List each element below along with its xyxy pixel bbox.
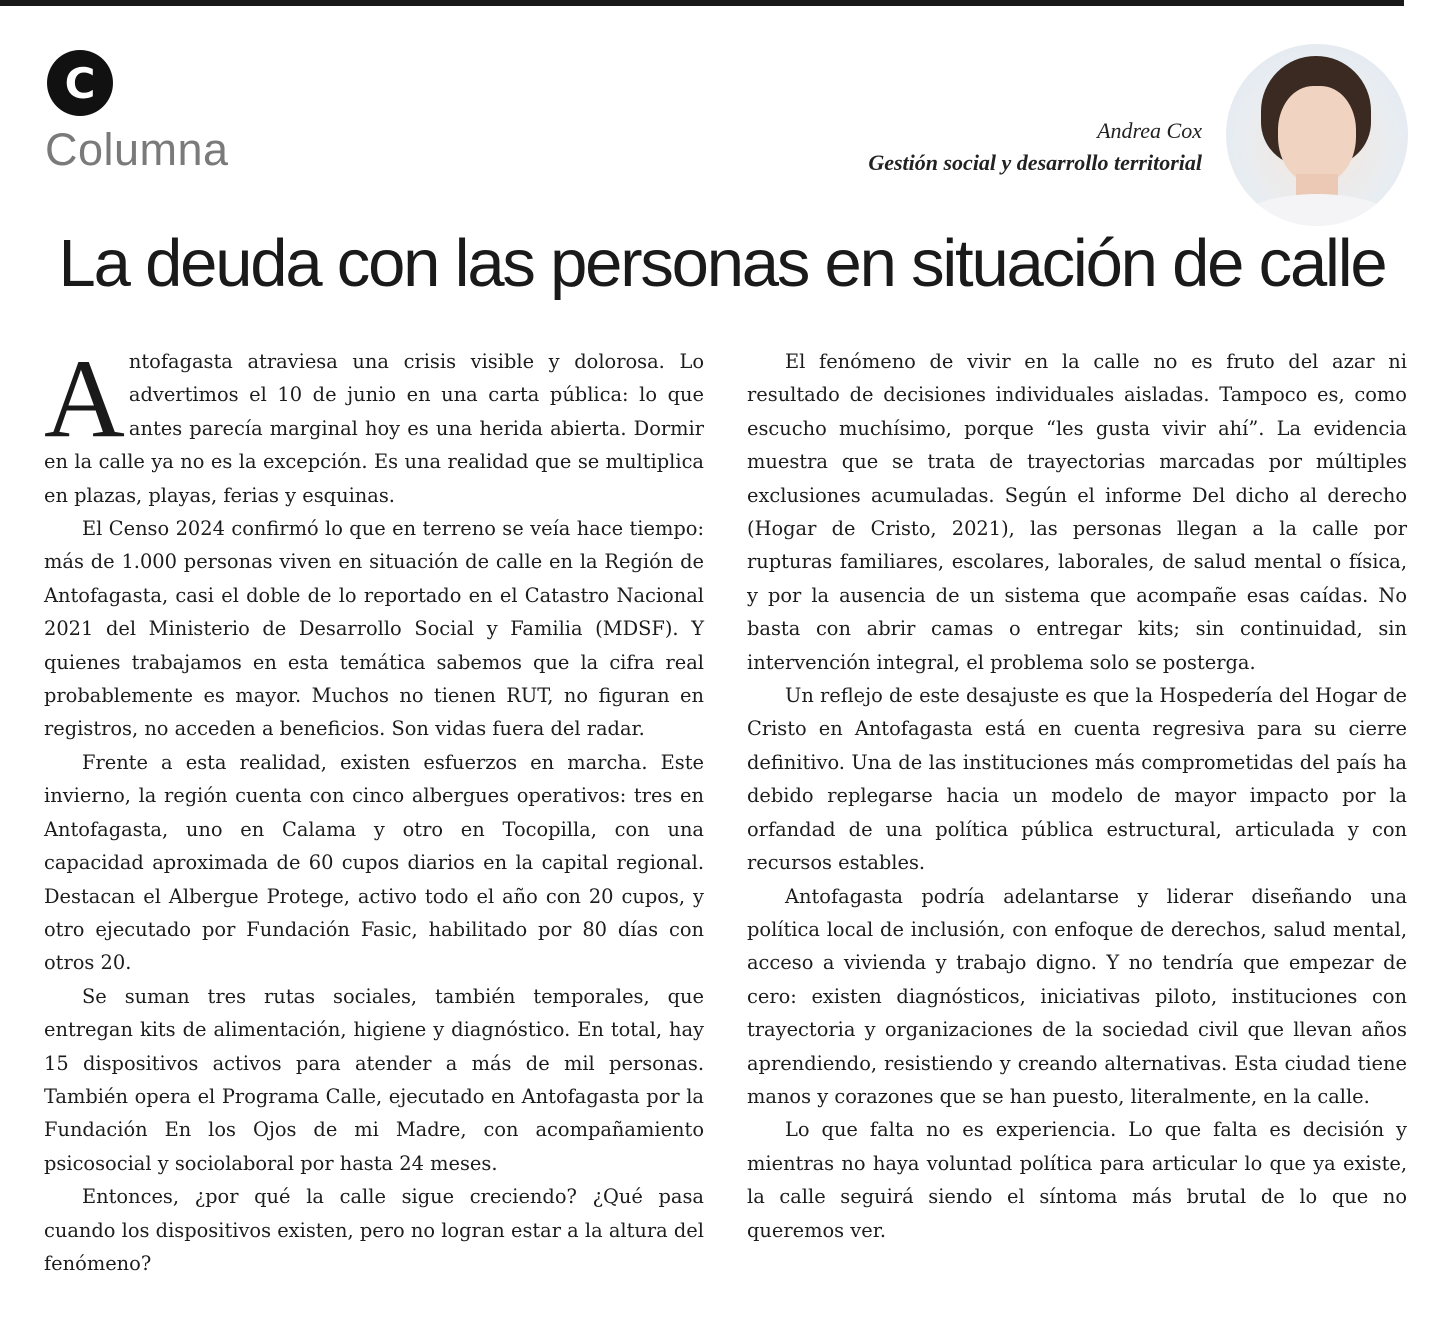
paragraph: El fenómeno de vivir en la calle no es fruto del azar ni resultado de decisiones individuales aisladas. Tampoco es, como escucho muchísimo, porque “les gusta vivir ahí”. La evidencia muestra que se trata de trayectorias marcadas por múltiples exclusiones acumuladas. Según el informe Del dicho al derecho (Hogar de Cristo, 2021), las personas llegan a la calle por rupturas familiares, escolares, laborales, de salud mental o física, y por la ausencia de un sistema que acompañe esas caídas. No basta con abrir camas o entregar kits; sin continuidad, sin intervención integral, el problema solo se posterga. xyxy=(747,350,1407,674)
drop-cap: A xyxy=(44,337,125,461)
paragraph: Entonces, ¿por qué la calle sigue creciendo? ¿Qué pasa cuando los dispositivos existen, pero no logran estar a la altura del fenómeno? xyxy=(44,1185,704,1275)
paragraph: Un reflejo de este desajuste es que la Hospedería del Hogar de Cristo en Antofagasta está en cuenta regresiva para su cierre definitivo. Una de las instituciones más comprometidas del país ha debido replegarse hacia un modelo de mayor impacto por la orfandad de una política pública estructural, articulada y con recursos estables. xyxy=(747,684,1407,875)
headline: La deuda con las personas en situación de calle xyxy=(58,226,1386,301)
avatar-shirt xyxy=(1236,194,1398,226)
author-role: Gestión social y desarrollo territorial xyxy=(868,150,1202,175)
article-column-left xyxy=(44,337,704,1280)
paragraph: Antofagasta podría adelantarse y liderar diseñando una política local de inclusión, con enfoque de derechos, salud mental, acceso a vivienda y trabajo digno. Y no tendría que empezar de cero: existen diagnósticos, iniciativas piloto, instituciones con trayectoria y organizaciones de la sociedad civil que llevan años aprendiendo, resistiendo y creando alternativas. Esta ciudad tiene manos y corazones que se han puesto, literalmente, en la calle. xyxy=(747,884,1407,1108)
author-avatar xyxy=(1226,44,1408,226)
paragraph: Frente a esta realidad, existen esfuerzos en marcha. Este invierno, la región cuenta con cinco albergues operativos: tres en Antofagasta, uno en Calama y otro en Tocopilla, con una capacidad aproximada de 60 cupos diarios en la capital regional. Destacan el Albergue Protege, activo todo el año con 20 cupos, y otro ejecutado por Fundación Fasic, habilitado por 80 días con otros 20. xyxy=(44,750,704,975)
paragraph xyxy=(44,337,704,512)
article-column-right xyxy=(747,345,1407,1247)
section-badge: C xyxy=(47,50,113,116)
paragraph: El Censo 2024 confirmó lo que en terreno se veía hace tiempo: más de 1.000 personas viven en situación de calle en la Región de Antofagasta, casi el doble de lo reportado en el Catastro Nacional 2021 del Ministerio de Desarrollo Social y Familia (MDSF). Y quienes trabajamos en esta temática sabemos que la cifra real probablemente es mayor. Muchos no tienen RUT, no figuran en registros, no acceden a beneficios. Son vidas fuera del radar. xyxy=(44,517,704,741)
author-name: Andrea Cox xyxy=(1097,118,1202,143)
paragraph: Se suman tres rutas sociales, también temporales, que entregan kits de alimentación, higiene y diagnóstico. En total, hay 15 dispositivos activos para atender a más de mil personas. También opera el Programa Calle, ejecutado en Antofagasta por la Fundación En los Ojos de mi Madre, con acompañamiento psicosocial y sociolaboral por hasta 24 meses. xyxy=(44,984,704,1175)
paragraph: Lo que falta no es experiencia. Lo que falta es decisión y mientras no haya voluntad política para articular lo que ya existe, la calle seguirá siendo el síntoma más brutal de lo que no queremos ver. xyxy=(747,1118,1407,1242)
avatar-face xyxy=(1278,86,1356,184)
top-rule xyxy=(0,0,1404,6)
section-label: Columna xyxy=(45,124,229,175)
author-byline xyxy=(868,116,1202,180)
paragraph-text: ntofagasta atraviesa una crisis visible y dolorosa. Lo advertimos el 10 de junio en una carta pública: lo que antes parecía marginal hoy es una herida abierta. Dormir en la calle ya no es la excepción. Es una realidad que se multiplica en plazas, playas, ferias y esquinas. xyxy=(44,350,704,507)
